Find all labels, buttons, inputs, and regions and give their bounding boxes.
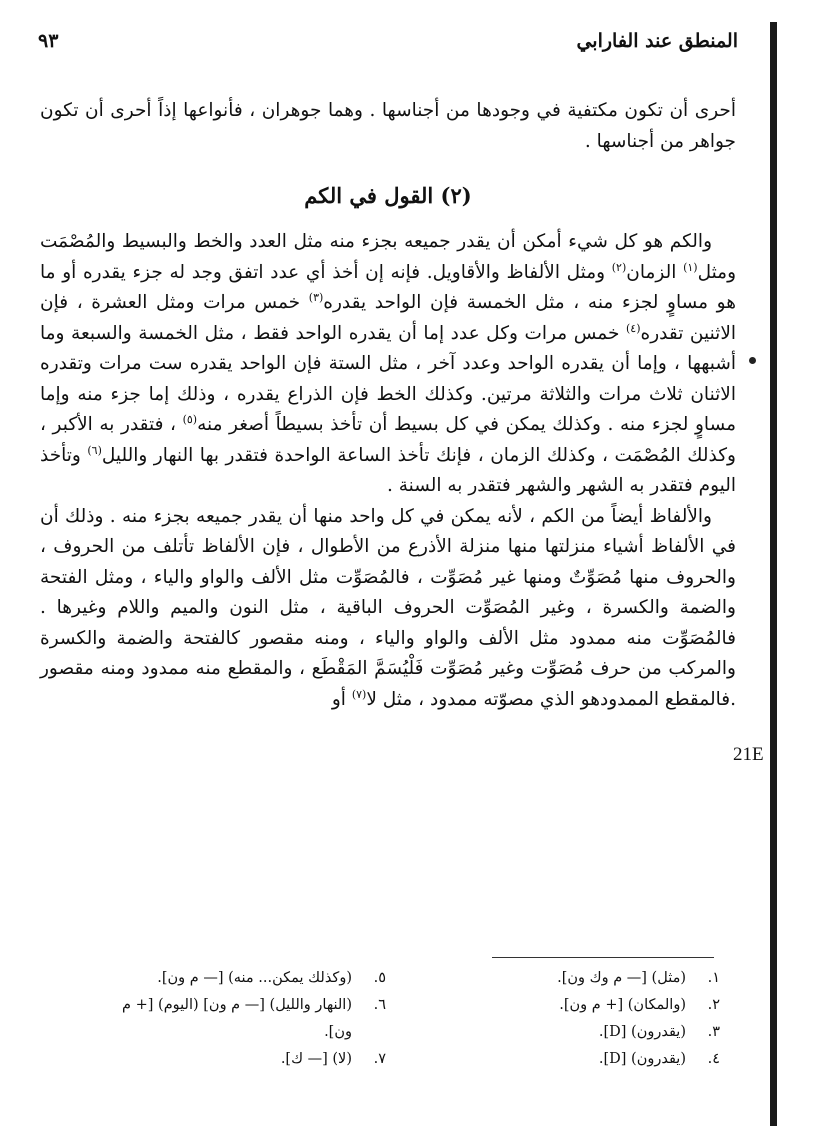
footnote-number: ٦. <box>373 997 386 1013</box>
footnote-number: ٤. <box>707 1051 720 1067</box>
footnote-marker: (١) <box>683 260 698 274</box>
footnote-marker: (٣) <box>308 290 324 304</box>
text-run: والألفاظ أيضاً من الكم ، لأنه يمكن في كل واحد منها أن يقدر جميعه بجزء منه . وذلك أن في الألفاظ أشياء منزلتها منها منزلة الأذرع من الأطوال ، فإن الألفاظ تأتلف من الحروف ، والحروف منها مُصَوِّتٌ ومنها غير مُصَوِّت ، فالمُصَوِّت مثل الألف والواو والياء ، ومثل الفتحة والضمة والكسرة ، وغير المُصَوِّت الحروف الباقية ، مثل النون والميم واللام وغيرها . فالمُصَوِّت منه ممدود مثل الألف والواو والياء ، ومنه مقصور كالفتحة والضمة والكسرة والمركب من حرف مُصَوِّت وغير مُصَوِّت فَلْيُسَمَّ المَقْطَع ، والمقطع منه ممدود ومنه مقصور .فالمقطع الممدودهو الذي مصوّته ممدود ، مثل لا <box>40 505 736 710</box>
footnote-marker: (٧) <box>351 687 367 701</box>
footnote <box>96 992 386 1046</box>
footnotes <box>70 965 720 1073</box>
footnote-number: ٢. <box>707 997 720 1013</box>
footnote-text: (النهار والليل) [— م ون] (اليوم) [+ م ون]. <box>122 997 352 1040</box>
footnote-marker: (٤) <box>626 321 641 335</box>
footnotes-left-column <box>96 965 386 1073</box>
footnote <box>96 965 386 992</box>
paragraph-quantity <box>40 227 736 502</box>
footnote-marker: (٥) <box>182 412 198 426</box>
footnote <box>430 992 720 1019</box>
footnote-number: ٥. <box>373 970 386 986</box>
footnote-text: (والمكان) [+ م ون]. <box>559 997 686 1013</box>
margin-dot <box>749 357 756 364</box>
footnote <box>96 1046 386 1073</box>
footnote-text: (مثل) [— م وك ون]. <box>557 970 686 986</box>
footnote-text: (لا) [— ك]. <box>280 1051 352 1067</box>
main-text <box>40 96 736 715</box>
footnote <box>430 1019 720 1046</box>
page-number: ٩٣ <box>38 30 59 52</box>
footnote-number: ٣. <box>707 1024 720 1040</box>
text-run: ومثل الألفاظ والأقاويل. فإنه إن أخذ أي عدد اتفق وجد له جزء يقدره أو ما هو مساوٍ لجزء منه ، مثل الخمسة فإن الواحد يقدره <box>40 261 736 313</box>
running-head-title: المنطق عند الفارابي <box>576 30 738 52</box>
running-head <box>38 30 738 62</box>
footnote-number: ١. <box>707 970 720 986</box>
footnote-text: (وكذلك يمكن... منه) [— م ون]. <box>157 970 352 986</box>
footnote-text: (يقدرون) [D]. <box>598 1024 686 1040</box>
section-heading: (٢) القول في الكم <box>304 183 472 208</box>
text-run: خمس مرات وكل عدد إما أن يقدره الواحد فقط ، مثل الخمسة والسبعة وما أشبهها ، وإما أن يقدره الواحد وعدد آخر ، مثل الستة فإن الواحد يقدره ست مرات وتقدره الاثنان ثلاث مرات والثلاثة مرتين. وكذلك الخط فإن الذراع يقدره ، وذلك إما جزء منه وإما مساوٍ لجزء منه . وكذلك يمكن في كل بسيط أن تأخذ بسيطاً أصغر منه <box>40 322 736 435</box>
margin-reference: 21E <box>733 744 764 765</box>
footnotes-right-column <box>430 965 720 1073</box>
intro-paragraph: أحرى أن تكون مكتفية في وجودها من أجناسها . وهما جوهران ، فأنواعها إذاً أحرى أن تكون جواهر من أجناسها . <box>40 100 736 152</box>
text-run: وتأخذ اليوم فتقدر به الشهر والشهر فتقدر به السنة . <box>40 444 736 496</box>
binding-edge <box>770 22 777 1126</box>
text-run: ، فتقدر به الأكبر ، وكذلك المُصْمَت ، وكذلك الزمان ، فإنك تأخذ الساعة الواحدة فتقدر بها النهار والليل <box>40 414 736 466</box>
paragraph-words <box>40 502 736 716</box>
footnote-separator <box>492 957 714 958</box>
footnote <box>430 1046 720 1073</box>
footnote <box>430 965 720 992</box>
text-run: أو <box>331 688 352 710</box>
text-run: الزمان <box>626 261 684 283</box>
text-run: خمس مرات ومثل العشرة ، فإن الاثنين تقدره <box>40 292 737 344</box>
footnote-marker: (٢) <box>611 260 627 274</box>
footnote-marker: (٦) <box>87 443 102 457</box>
footnote-number: ٧. <box>373 1051 386 1067</box>
text-run: والكم هو كل شيء أمكن أن يقدر جميعه بجزء منه مثل العدد والخط والبسيط والمُصْمَت ومثل <box>40 231 737 283</box>
footnote-text: (يقدرون) [D]. <box>598 1051 686 1067</box>
